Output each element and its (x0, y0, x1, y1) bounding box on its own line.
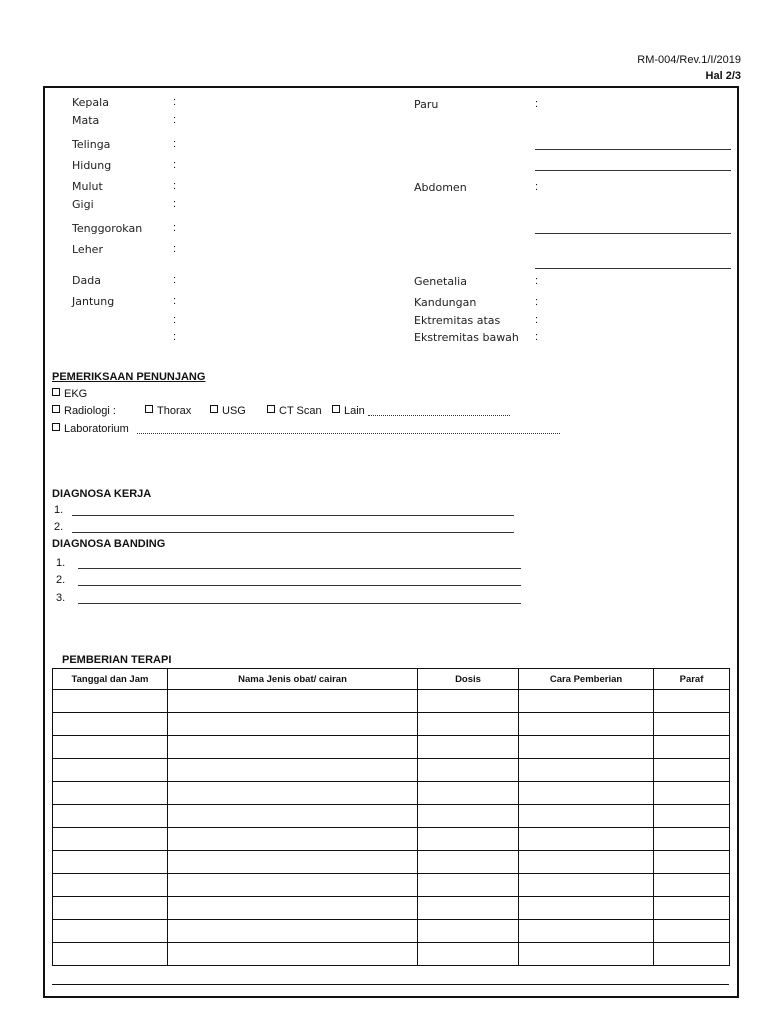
table-cell[interactable] (168, 805, 418, 828)
diagnosa-banding-line[interactable] (78, 603, 521, 604)
exam-colon: : (173, 96, 177, 108)
exam-label-hidung: Hidung (72, 159, 112, 172)
table-cell[interactable] (418, 782, 519, 805)
abdomen-line[interactable] (535, 233, 731, 234)
table-cell[interactable] (519, 897, 654, 920)
lain-dotted-line[interactable] (368, 415, 510, 416)
exam-label-mata: Mata (72, 114, 100, 127)
exam-label-leher: Leher (72, 243, 103, 256)
table-cell[interactable] (654, 759, 730, 782)
table-row (53, 805, 730, 828)
exam-colon: : (173, 274, 177, 286)
exam-label-abdomen: Abdomen (414, 181, 467, 194)
table-cell[interactable] (418, 805, 519, 828)
table-cell[interactable] (654, 897, 730, 920)
table-cell[interactable] (168, 851, 418, 874)
ctscan-label: CT Scan (279, 405, 322, 417)
column-header-nama-obat: Nama Jenis obat/ cairan (168, 669, 418, 690)
checkbox-icon[interactable] (332, 405, 340, 413)
table-cell[interactable] (418, 897, 519, 920)
exam-label-jantung: Jantung (72, 295, 115, 308)
table-cell[interactable] (519, 851, 654, 874)
diagnosa-banding-number: 2. (56, 574, 66, 586)
exam-colon: : (535, 314, 539, 326)
table-row (53, 713, 730, 736)
table-row (53, 736, 730, 759)
checkbox-icon[interactable] (52, 388, 60, 396)
table-cell[interactable] (654, 874, 730, 897)
lain-option[interactable] (332, 405, 365, 417)
table-cell[interactable] (418, 713, 519, 736)
exam-label-ektremitas-atas: Ektremitas atas (414, 314, 501, 327)
laboratorium-dotted-line[interactable] (137, 433, 560, 434)
table-cell[interactable] (654, 851, 730, 874)
checkbox-icon[interactable] (267, 405, 275, 413)
table-cell[interactable] (519, 943, 654, 966)
exam-colon: : (535, 296, 539, 308)
document-code (637, 52, 741, 84)
table-cell[interactable] (53, 851, 168, 874)
table-cell[interactable] (519, 736, 654, 759)
exam-colon: : (173, 295, 177, 307)
table-row (53, 874, 730, 897)
diagnosa-banding-line[interactable] (78, 568, 521, 569)
ekg-label: EKG (64, 388, 88, 400)
table-row (53, 920, 730, 943)
diagnosa-kerja-line[interactable] (72, 532, 514, 533)
table-cell[interactable] (53, 943, 168, 966)
table-cell[interactable] (519, 759, 654, 782)
exam-label-paru: Paru (414, 98, 439, 111)
table-row (53, 851, 730, 874)
terapi-body (53, 690, 730, 966)
column-header-cara-pemberian: Cara Pemberian (519, 669, 654, 690)
radiologi-label: Radiologi : (64, 405, 116, 417)
exam-label-dada: Dada (72, 274, 101, 287)
ctscan-option[interactable] (267, 405, 322, 417)
table-cell[interactable] (418, 874, 519, 897)
exam-colon: : (173, 138, 177, 150)
table-cell[interactable] (168, 920, 418, 943)
table-cell[interactable] (53, 920, 168, 943)
usg-option[interactable] (210, 405, 246, 417)
table-row (53, 690, 730, 713)
table-cell[interactable] (519, 874, 654, 897)
table-cell[interactable] (53, 874, 168, 897)
thorax-label: Thorax (157, 405, 192, 417)
table-cell[interactable] (53, 897, 168, 920)
diagnosa-kerja-line[interactable] (72, 515, 514, 516)
checkbox-icon[interactable] (52, 423, 60, 431)
exam-colon: : (173, 159, 177, 171)
table-cell[interactable] (53, 759, 168, 782)
table-row (53, 943, 730, 966)
thorax-option[interactable] (145, 405, 191, 417)
diagnosa-kerja-number: 1. (54, 504, 64, 516)
table-cell[interactable] (519, 782, 654, 805)
bottom-line (52, 984, 729, 985)
column-header-tanggal: Tanggal dan Jam (53, 669, 168, 690)
table-cell[interactable] (53, 690, 168, 713)
paru-line[interactable] (535, 170, 731, 171)
table-cell[interactable] (519, 690, 654, 713)
table-cell[interactable] (654, 782, 730, 805)
table-cell[interactable] (519, 805, 654, 828)
exam-label-ekstremitas-bawah: Ekstremitas bawah (414, 331, 519, 344)
table-row (53, 759, 730, 782)
table-cell[interactable] (519, 713, 654, 736)
exam-colon: : (173, 180, 177, 192)
exam-colon: : (535, 181, 539, 193)
ekg-option[interactable] (52, 388, 87, 400)
diagnosa-banding-title: DIAGNOSA BANDING (52, 538, 166, 550)
table-cell[interactable] (53, 782, 168, 805)
diagnosa-banding-line[interactable] (78, 585, 521, 586)
column-header-paraf: Paraf (654, 669, 730, 690)
usg-label: USG (222, 405, 246, 417)
exam-colon: : (173, 243, 177, 255)
laboratorium-option[interactable] (52, 423, 129, 435)
table-cell[interactable] (168, 759, 418, 782)
checkbox-icon[interactable] (145, 405, 153, 413)
exam-colon: : (173, 331, 177, 343)
exam-colon: : (535, 331, 539, 343)
exam-label-kandungan: Kandungan (414, 296, 477, 309)
radiologi-option[interactable] (52, 405, 116, 417)
table-cell[interactable] (168, 736, 418, 759)
exam-label-mulut: Mulut (72, 180, 103, 193)
table-cell[interactable] (168, 690, 418, 713)
page-number: Hal 2/3 (705, 70, 741, 82)
diagnosa-kerja-title: DIAGNOSA KERJA (52, 488, 152, 500)
table-row (53, 782, 730, 805)
checkbox-icon[interactable] (52, 405, 60, 413)
penunjang-title: PEMERIKSAAN PENUNJANG (52, 371, 206, 383)
exam-label-gigi: Gigi (72, 198, 94, 211)
table-cell[interactable] (519, 828, 654, 851)
table-cell[interactable] (53, 805, 168, 828)
table-row (53, 897, 730, 920)
table-cell[interactable] (53, 713, 168, 736)
table-cell[interactable] (168, 828, 418, 851)
table-cell[interactable] (53, 828, 168, 851)
table-cell[interactable] (654, 828, 730, 851)
table-cell[interactable] (654, 713, 730, 736)
table-cell[interactable] (654, 736, 730, 759)
table-cell[interactable] (519, 920, 654, 943)
exam-label-telinga: Telinga (72, 138, 111, 151)
exam-colon: : (173, 198, 177, 210)
table-cell[interactable] (418, 828, 519, 851)
exam-colon: : (173, 314, 177, 326)
table-cell[interactable] (168, 943, 418, 966)
table-cell[interactable] (418, 851, 519, 874)
table-cell[interactable] (53, 736, 168, 759)
terapi-title: PEMBERIAN TERAPI (62, 654, 172, 666)
terapi-header-row (53, 669, 730, 690)
table-cell[interactable] (418, 690, 519, 713)
diagnosa-banding-number: 3. (56, 592, 66, 604)
diagnosa-banding-number: 1. (56, 557, 66, 569)
table-cell[interactable] (168, 874, 418, 897)
table-cell[interactable] (168, 713, 418, 736)
table-cell[interactable] (168, 897, 418, 920)
exam-colon: : (173, 114, 177, 126)
lain-label: Lain (344, 405, 365, 417)
table-cell[interactable] (418, 759, 519, 782)
exam-label-genetalia: Genetalia (414, 275, 467, 288)
terapi-table (52, 668, 730, 966)
table-cell[interactable] (168, 782, 418, 805)
table-row (53, 828, 730, 851)
table-cell[interactable] (418, 736, 519, 759)
diagnosa-kerja-number: 2. (54, 521, 64, 533)
exam-label-kepala: Kepala (72, 96, 109, 109)
exam-colon: : (535, 275, 539, 287)
table-cell[interactable] (654, 805, 730, 828)
exam-colon: : (173, 222, 177, 234)
table-cell[interactable] (654, 690, 730, 713)
exam-label-tenggorokan: Tenggorokan (72, 222, 143, 235)
table-cell[interactable] (654, 943, 730, 966)
column-header-dosis: Dosis (418, 669, 519, 690)
checkbox-icon[interactable] (210, 405, 218, 413)
exam-colon: : (535, 98, 539, 110)
laboratorium-label: Laboratorium (64, 423, 129, 435)
table-cell[interactable] (418, 943, 519, 966)
form-number: RM-004/Rev.1/I/2019 (637, 54, 741, 66)
table-cell[interactable] (418, 920, 519, 943)
table-cell[interactable] (654, 920, 730, 943)
abdomen-line[interactable] (535, 268, 731, 269)
paru-line[interactable] (535, 149, 731, 150)
